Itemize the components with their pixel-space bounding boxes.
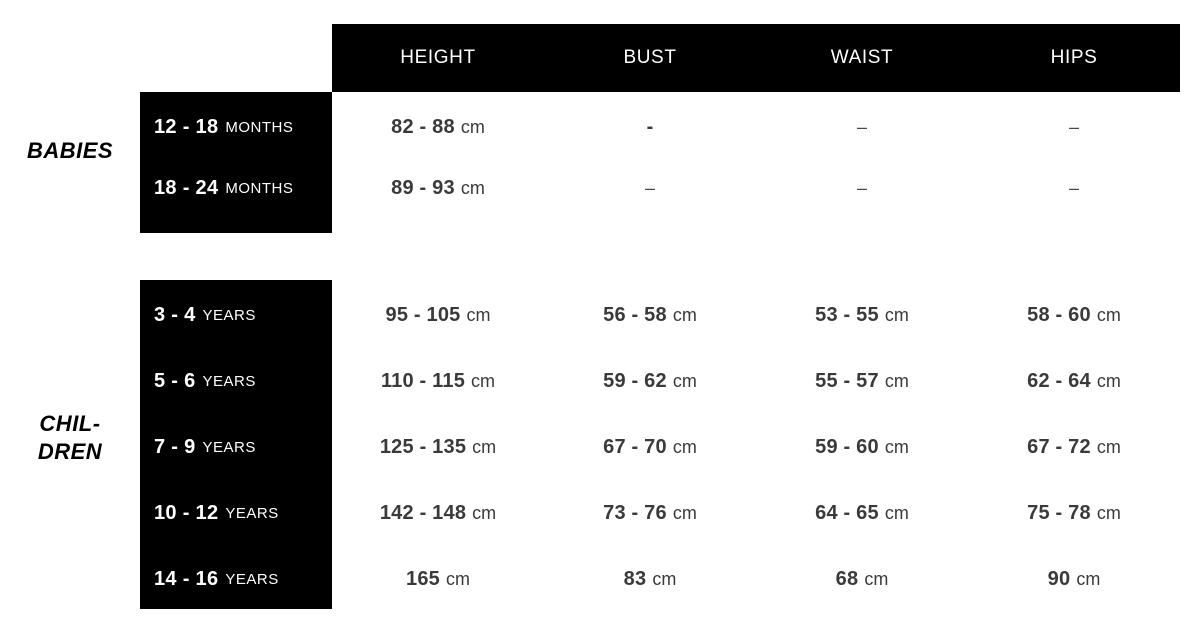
cell-hips: 90 cm	[1047, 567, 1101, 590]
table-row-children-10-12	[332, 480, 1180, 546]
size-label-5-6-years: 5 - 6 YEARS	[154, 369, 256, 392]
cell-hips: 67 - 72 cm	[1027, 435, 1121, 458]
table-row-babies-12-18	[332, 97, 1180, 158]
cell-bust: 56 - 58 cm	[603, 303, 697, 326]
group-label-babies: BABIES	[26, 138, 114, 163]
column-header-hips: HIPS	[1050, 47, 1098, 68]
cell-bust: 67 - 70 cm	[603, 435, 697, 458]
cell-height: 95 - 105 cm	[385, 303, 491, 326]
cell-hips: 75 - 78 cm	[1027, 501, 1121, 524]
cell-bust: 73 - 76 cm	[603, 501, 697, 524]
cell-height: 165 cm	[406, 567, 470, 590]
size-label-10-12-years: 10 - 12 YEARS	[154, 501, 279, 524]
cell-height: 142 - 148 cm	[379, 501, 497, 524]
column-header-waist: WAIST	[830, 47, 894, 68]
column-header-bust: BUST	[623, 47, 677, 68]
size-label-3-4-years: 3 - 4 YEARS	[154, 303, 256, 326]
cell-hips: 62 - 64 cm	[1027, 369, 1121, 392]
cell-hips: 58 - 60 cm	[1027, 303, 1121, 326]
cell-waist: 68 cm	[835, 567, 889, 590]
cell-waist: –	[856, 117, 867, 137]
cell-hips: –	[1068, 178, 1079, 198]
cell-waist: 55 - 57 cm	[815, 369, 909, 392]
table-row-children-3-4	[332, 282, 1180, 348]
column-header-height: HEIGHT	[400, 47, 476, 68]
size-label-7-9-years: 7 - 9 YEARS	[154, 435, 256, 458]
children-size-labels	[140, 280, 332, 609]
table-row-children-14-16	[332, 546, 1180, 612]
size-label-12-18-months: 12 - 18 MONTHS	[154, 116, 294, 138]
size-label-18-24-months: 18 - 24 MONTHS	[154, 177, 294, 199]
group-label-children	[0, 410, 140, 466]
table-header-row	[332, 24, 1180, 92]
group-label-children-line2: DREN	[37, 439, 103, 464]
table-row-babies-18-24	[332, 158, 1180, 219]
cell-waist: –	[856, 178, 867, 198]
cell-height: 125 - 135 cm	[379, 435, 497, 458]
table-row-children-5-6	[332, 348, 1180, 414]
size-label-14-16-years: 14 - 16 YEARS	[154, 567, 279, 590]
cell-hips: –	[1068, 117, 1079, 137]
cell-waist: 64 - 65 cm	[815, 501, 909, 524]
group-label-children-line1: CHIL-	[39, 411, 101, 436]
cell-bust: -	[646, 116, 654, 138]
cell-height: 89 - 93 cm	[391, 177, 485, 199]
table-row-children-7-9	[332, 414, 1180, 480]
cell-height: 110 - 115 cm	[380, 369, 496, 392]
cell-waist: 59 - 60 cm	[815, 435, 909, 458]
cell-bust: –	[644, 178, 655, 198]
cell-waist: 53 - 55 cm	[815, 303, 909, 326]
cell-bust: 59 - 62 cm	[603, 369, 697, 392]
cell-height: 82 - 88 cm	[391, 116, 485, 138]
babies-size-labels	[140, 92, 332, 233]
cell-bust: 83 cm	[623, 567, 677, 590]
